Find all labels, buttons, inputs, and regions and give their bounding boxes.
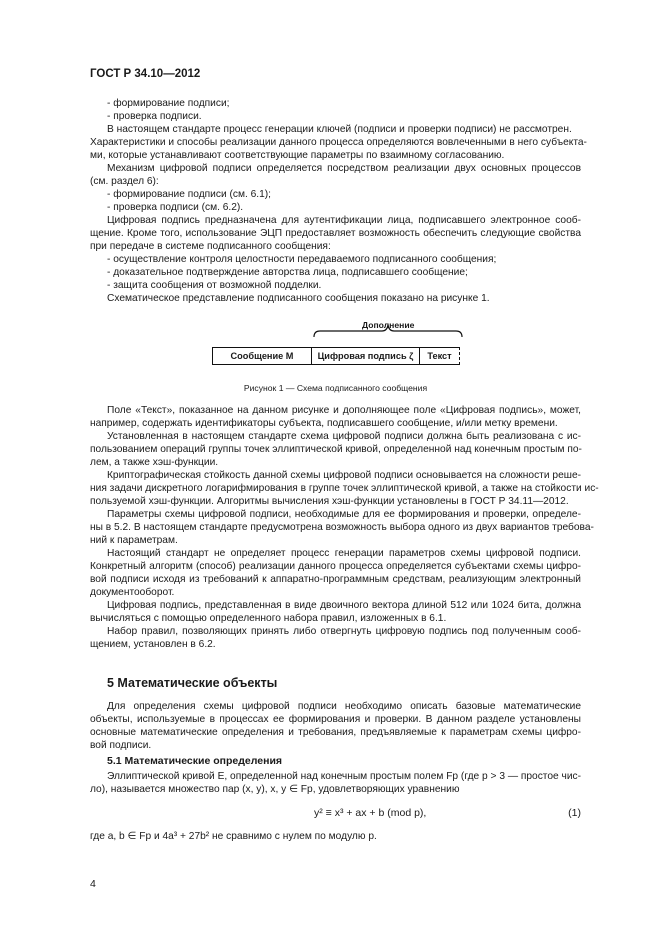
- list-item: - доказательное подтверждение авторства лица, подписавшего сообщение;: [107, 267, 468, 278]
- paragraph-line: лем, а также хэш-функции.: [90, 457, 219, 468]
- paragraph-line: например, содержать идентификаторы субъекта, подписавшего сообщение, и/или метку времени.: [90, 418, 558, 429]
- paragraph-line: вычисляться с помощью определенного набора правил, изложенных в 6.1.: [90, 613, 447, 624]
- list-item: - защита сообщения от возможной подделки.: [107, 280, 322, 291]
- section-title: 5 Математические объекты: [107, 676, 278, 690]
- paragraph-line: пользуемой хэш-функции. Алгоритмы вычисления хэш-функции установлены в ГОСТ Р 34.11—2012.: [90, 496, 569, 507]
- paragraph-line: Для определения схемы цифровой подписи необходимо описать базовые математические: [107, 701, 581, 712]
- paragraph-line: (см. раздел 6):: [90, 176, 159, 187]
- figure-caption: Рисунок 1 — Схема подписанного сообщения: [243, 383, 428, 393]
- paragraph-line: Настоящий стандарт не определяет процесс генерации параметров схемы цифровой подписи.: [107, 548, 581, 559]
- paragraph-line: Конкретный алгоритм (способ) реализации данного процесса определяется субъектами схемы цифро-: [90, 561, 581, 572]
- paragraph-line: Механизм цифровой подписи определяется посредством реализации двух основных процессов: [107, 163, 581, 174]
- paragraph-line: ния задачи дискретного логарифмирования в группе точек эллиптической кривой, а также на стойкости ис-: [90, 483, 599, 494]
- subsection-title: 5.1 Математические определения: [107, 755, 283, 767]
- message-box: Сообщение M: [212, 347, 312, 365]
- paragraph-line: вой подписи исходя из требований к аппаратно-программным средствам, реализующим электронный: [90, 574, 581, 585]
- text-box: Текст: [420, 347, 460, 365]
- paragraph-line: Характеристики и способы реализации данного процесса определяются вовлеченными в него субъекта-: [90, 137, 587, 148]
- page-number: 4: [90, 878, 96, 890]
- equation: y² ≡ x³ + ax + b (mod p),: [314, 807, 427, 819]
- equation-number: (1): [568, 807, 581, 819]
- paragraph-line: Набор правил, позволяющих принять либо отвергнуть цифровую подпись под полученным сооб-: [107, 626, 581, 637]
- paragraph-line: объекты, используемые в процессах ее формирования и проверки. В данном разделе установлены: [90, 714, 581, 725]
- paragraph-line: Установленная в настоящем стандарте схема цифровой подписи должна быть реализована с ис-: [107, 431, 581, 442]
- paragraph-line: Параметры схемы цифровой подписи, необходимые для ее формирования и проверки, определе-: [107, 509, 581, 520]
- paragraph-line: щение. Кроме того, использование ЭЦП предоставляет возможность обеспечить следующие свойства: [90, 228, 581, 239]
- signature-box: Цифровая подпись ζ: [312, 347, 420, 365]
- paragraph-line: щением, установлен в 6.2.: [90, 639, 216, 650]
- list-item: - формирование подписи (см. 6.1);: [107, 189, 271, 200]
- paragraph-line: пользованием операций группы точек эллиптической кривой, определенной над конечным простым по-: [90, 444, 582, 455]
- paragraph-line: где a, b ∈ Fp и 4a³ + 27b² не сравнимо с нулем по модулю p.: [90, 831, 377, 842]
- paragraph-line: Схематическое представление подписанного сообщения показано на рисунке 1.: [107, 293, 490, 304]
- paragraph-line: ний к параметрам.: [90, 535, 178, 546]
- paragraph-line: Поле «Текст», показанное на данном рисунке и дополняющее поле «Цифровая подпись», может,: [107, 405, 581, 416]
- paragraph-line: В настоящем стандарте процесс генерации ключей (подписи и проверки подписи) не рассмотрен.: [107, 124, 572, 135]
- paragraph-line: документооборот.: [90, 587, 175, 598]
- paragraph-line: Криптографическая стойкость данной схемы цифровой подписи основывается на сложности реше-: [107, 470, 581, 481]
- paragraph-line: ны в 5.2. В настоящем стандарте предусмотрена возможность выбора одного из двух вариантов требова-: [90, 522, 594, 533]
- paragraph-line: при передаче в системе подписанного сообщения:: [90, 241, 331, 252]
- list-item: - проверка подписи.: [107, 111, 202, 122]
- list-item: - формирование подписи;: [107, 98, 230, 109]
- paragraph-line: Эллиптической кривой E, определенной над конечным простым полем Fp (где p > 3 — простое чис-: [107, 771, 581, 782]
- paragraph-line: ло), называется множество пар (x, y), x, y ∈ Fp, удовлетворяющих уравнению: [90, 784, 460, 795]
- paragraph-line: ми, которые устанавливают соответствующие параметры по взаимному согласованию.: [90, 150, 505, 161]
- list-item: - осуществление контроля целостности передаваемого подписанного сообщения;: [107, 254, 497, 265]
- paragraph-line: Цифровая подпись предназначена для аутентификации лица, подписавшего электронное сооб-: [107, 215, 581, 226]
- addition-label: Дополнение: [362, 320, 415, 330]
- paragraph-line: Цифровая подпись, представленная в виде двоичного вектора длиной 512 или 1024 бита, должна: [107, 600, 581, 611]
- paragraph-line: основные математические определения и требования, предъявляемые к параметрам схемы цифро-: [90, 727, 581, 738]
- document-header: ГОСТ Р 34.10—2012: [90, 68, 201, 80]
- list-item: - проверка подписи (см. 6.2).: [107, 202, 244, 213]
- signed-message-diagram: [212, 319, 464, 381]
- paragraph-line: вой подписи.: [90, 740, 152, 751]
- addition-brace: [212, 319, 464, 349]
